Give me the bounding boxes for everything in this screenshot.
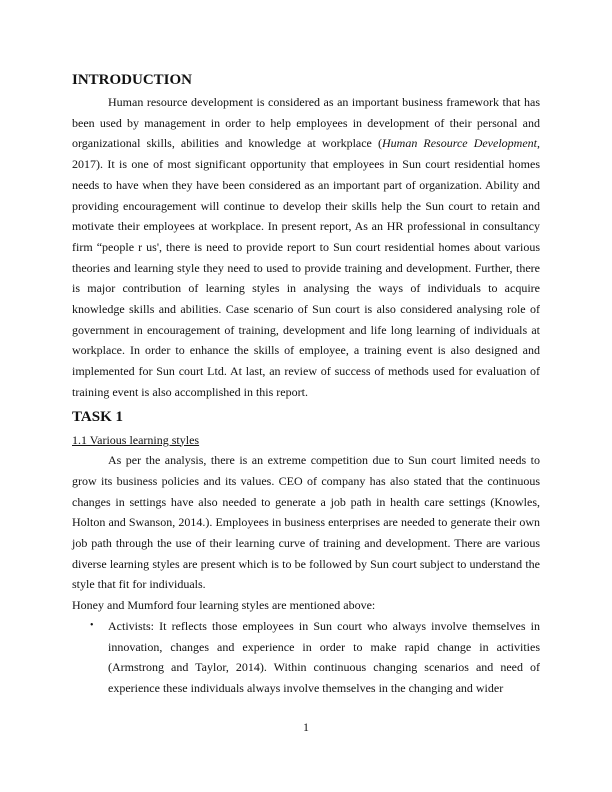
bullet-icon: • (90, 619, 94, 631)
learning-styles-list (72, 616, 540, 699)
introduction-text-part-2: , 2017). It is one of most significant opportunity that employees in Sun court residential homes needs to have when they have been considered as an important part of organization. Ability and providing encouragement will continue to develop their skills help the Sun court to retain and motivate their employees at workplace. In present report, As an HR professional in consultancy firm “people r us', there is need to provide report to Sun court residential homes about various theories and learning style they need to used to provide training and development. Further, there is major contribution of learning styles in analysing the ways of individuals to acquire knowledge skills and abilities. Case scenario of Sun court is also considered analysing role of government in encouragement of training, development and life long learning of individuals at workplace. In order to enhance the skills of employee, a training event is also designed and implemented for Sun court Ltd. At last, an review of success of methods used for evaluation of training event is also accomplished in this report. (72, 136, 540, 399)
learning-styles-subheading: 1.1 Various learning styles (72, 432, 200, 447)
citation-title: Human Resource Development (381, 136, 537, 151)
list-item (72, 616, 540, 699)
introduction-heading: INTRODUCTION (72, 72, 193, 88)
document-page (72, 70, 540, 699)
task-1-heading: TASK 1 (72, 408, 123, 425)
introduction-paragraph (72, 92, 540, 403)
list-intro: Honey and Mumford four learning styles are mentioned above: (72, 598, 376, 613)
list-item-text: Activists: It reflects those employees in Sun court who always involve themselves in innovation, changes and experience in order to make rapid change in activities (Armstrong and Taylor, 2014). Within continuous changing scenarios and need of experience these individuals always involve themselves in the changing and wider (108, 618, 540, 695)
introduction-text-part-1: Human resource development is considered as an important business framework that has been used by management in order to help employees in development of their personal and organizational skills, abilities and knowledge at workplace ( (72, 95, 540, 151)
learning-styles-paragraph: As per the analysis, there is an extreme competition due to Sun court limited needs to grow its business policies and its values. CEO of company has also stated that the continuous changes in settings have also needed to generate a job path in health care settings (Knowles, Holton and Swanson, 2014.). Employees in business enterprises are needed to generate their own job path through the use of their learning curve of training and development. There are various diverse learning styles are present which is to be followed by Sun court subject to understand the style that fit for individuals. (72, 453, 540, 592)
page-number: 1 (303, 720, 309, 734)
